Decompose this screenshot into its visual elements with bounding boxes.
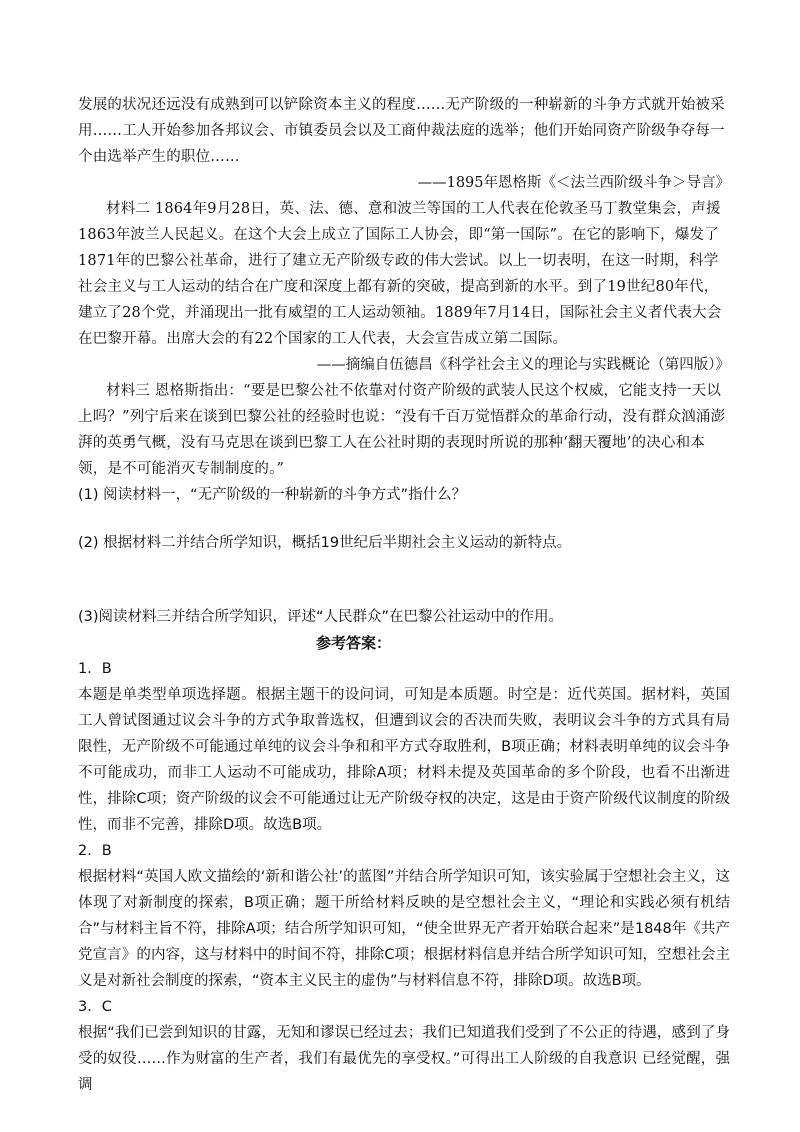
answers-title: 参考答案： <box>316 634 392 652</box>
answer-explanation: 根据“我们已尝到知识的甘露，无知和谬误已经过去；我们已知道我们受到了不公正的待遇，感到了身受的奴役……作为财富的生产者，我们有最优先的享受权。”可得出工人阶级的自我意识 已经觉醒，强调 <box>78 1025 730 1093</box>
answer-explanation: 根据材料“英国人欧文描绘的‘新和谐公社’的蓝图”并结合所学知识可知，该实验属于空想社会主义，这体现了对新制度的探索，B项正确；题干所给材料反映的是空想社会主义，“理论和实践必须有机结合”与材料主旨不符，排除A项；结合所学知识可知，“使全世界无产者开始联合起来”是1848年《共产党宣言》的内容，这与材料中的时间不符，排除C项；根据材料信息并结合所学知识可知，空想社会主义是对新社会制度的探索，“资本主义民主的虚伪”与材料信息不符，排除D项。故选B项。 <box>78 869 730 989</box>
material-1-source: ——1895年恩格斯《＜法兰西阶级斗争＞导言》 <box>417 175 730 191</box>
question-2: (2) 根据材料二并结合所学知识，概括19世纪后半期社会主义运动的新特点。 <box>78 535 572 551</box>
material-3-text: 材料三 恩格斯指出：“要是巴黎公社不依靠对付资产阶级的武装人民这个权威，它能支持一天以上吗？”列宁后来在谈到巴黎公社的经验时也说：“没有千百万觉悟群众的革命行动，没有群众汹涌澎湃的英勇气概，没有马克思在谈到巴黎工人在公社时期的表现时所说的那种‘翻天覆地’的决心和本领，是不可能消灭专制制度的。” <box>78 383 726 477</box>
material-2-text: 材料二 1864年9月28日，英、法、德、意和波兰等国的工人代表在伦敦圣马丁教堂集会，声援1863年波兰人民起义。在这个大会上成立了国际工人协会，即“第一国际”。在它的影响下，爆发了1871年的巴黎公社革命，进行了建立无产阶级专政的伟大尝试。以上一切表明，在这一时期，科学社会主义与工人运动的结合在广度和深度上都有新的突破，提高到新的水平。到了19世纪80年代，建立了28个党，并涌现出一批有威望的工人运动领袖。1889年7月14日，国际社会主义者代表大会在巴黎开幕。出席大会的有22个国家的工人代表，大会宣告成立第二国际。 <box>78 201 722 347</box>
question-1: (1) 阅读材料一，“无产阶级的一种崭新的斗争方式”指什么？ <box>78 487 467 503</box>
answer-number: 1．B <box>78 661 112 677</box>
material-1-text: 发展的状况还远没有成熟到可以铲除资本主义的程度……无产阶级的一种崭新的斗争方式就开始被采用……工人开始参加各邦议会、市镇委员会以及工商仲裁法庭的选举；他们开始同资产阶级争夺每一个由选举产生的职位…… <box>78 97 725 165</box>
answer-number: 3．C <box>78 999 112 1015</box>
answer-explanation: 本题是单类型单项选择题。根据主题干的设问词，可知是本质题。时空是：近代英国。据材料，英国工人曾试图通过议会斗争的方式争取普选权，但遭到议会的否决而失败，表明议会斗争的方式具有局限性，无产阶级不可能通过单纯的议会斗争和和平方式夺取胜利，B项正确；材料表明单纯的议会斗争不可能成功，而非工人运动不可能成功，排除A项；材料未提及英国革命的多个阶段，也看不出渐进性，排除C项；资产阶级的议会不可能通过让无产阶级夺权的决定，这是由于资产阶级代议制度的阶级性，而非不完善，排除D项。故选B项。 <box>78 687 730 833</box>
answer-number: 2．B <box>78 843 112 859</box>
material-2-source: ——摘编自伍德昌《科学社会主义的理论与实践概论（第四版）》 <box>316 357 730 373</box>
question-3: (3)阅读材料三并结合所学知识，评述“人民群众”在巴黎公社运动中的作用。 <box>78 609 564 625</box>
